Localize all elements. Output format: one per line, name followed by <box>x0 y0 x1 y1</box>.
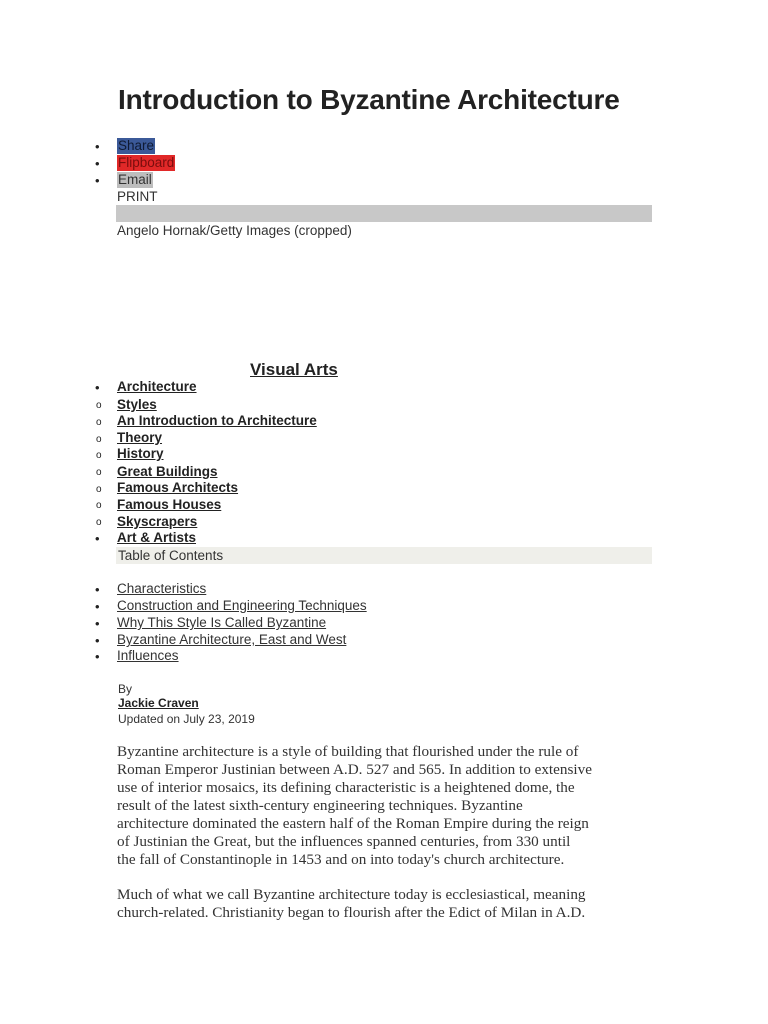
list-bullet: • <box>95 531 100 546</box>
article-paragraph <box>117 886 657 922</box>
nav-item-theory[interactable]: Theory <box>117 430 163 445</box>
sub-bullet: o <box>96 417 102 428</box>
updated-date: Updated on July 23, 2019 <box>118 712 255 726</box>
paragraph-line: Roman Emperor Justinian between A.D. 527 and 565. In addition to extensive <box>117 761 592 778</box>
sub-bullet: o <box>96 517 102 528</box>
toc-link-characteristics[interactable]: Characteristics <box>117 581 207 596</box>
nav-item-art-artists[interactable]: Art & Artists <box>117 530 197 545</box>
list-bullet: • <box>95 582 100 597</box>
list-bullet: • <box>95 380 100 395</box>
sub-bullet: o <box>96 434 102 445</box>
toc-link-why-byzantine[interactable]: Why This Style Is Called Byzantine <box>117 615 327 630</box>
list-bullet: • <box>95 156 100 171</box>
sub-bullet: o <box>96 450 102 461</box>
paragraph-line: the fall of Constantinople in 1453 and on into today's church architecture. <box>117 851 565 868</box>
email-button[interactable]: Email <box>118 172 152 187</box>
nav-item-famous-architects[interactable]: Famous Architects <box>117 480 239 495</box>
toc-label[interactable]: Table of Contents <box>118 548 224 563</box>
sub-bullet: o <box>96 400 102 411</box>
print-link[interactable]: PRINT <box>117 189 158 204</box>
toc-link-influences[interactable]: Influences <box>117 648 179 663</box>
list-bullet: • <box>95 173 100 188</box>
paragraph-line: use of interior mosaics, its defining characteristic is a heightened dome, the <box>117 779 575 796</box>
nav-item-history[interactable]: History <box>117 446 164 461</box>
list-bullet: • <box>95 633 100 648</box>
author-link[interactable]: Jackie Craven <box>118 696 199 710</box>
paragraph-line: Much of what we call Byzantine architecture today is ecclesiastical, meaning <box>117 886 586 903</box>
nav-item-skyscrapers[interactable]: Skyscrapers <box>117 514 198 529</box>
paragraph-line: church-related. Christianity began to flourish after the Edict of Milan in A.D. <box>117 904 586 921</box>
toc-link-construction[interactable]: Construction and Engineering Techniques <box>117 598 367 613</box>
page-title: Introduction to Byzantine Architecture <box>118 84 620 115</box>
sub-bullet: o <box>96 500 102 511</box>
nav-item-intro-architecture[interactable]: An Introduction to Architecture <box>117 413 317 428</box>
flipboard-button[interactable]: Flipboard <box>118 155 175 170</box>
sub-bullet: o <box>96 467 102 478</box>
paragraph-line: architecture dominated the eastern half of the Roman Empire during the reign <box>117 815 589 832</box>
toc-link-east-west[interactable]: Byzantine Architecture, East and West <box>117 632 347 647</box>
sub-bullet: o <box>96 484 102 495</box>
list-bullet: • <box>95 139 100 154</box>
nav-item-styles[interactable]: Styles <box>117 397 157 412</box>
paragraph-line: Byzantine architecture is a style of building that flourished under the rule of <box>117 743 579 760</box>
list-bullet: • <box>95 649 100 664</box>
byline-label: By <box>118 682 133 696</box>
hero-image-placeholder <box>116 205 652 222</box>
list-bullet: • <box>95 599 100 614</box>
share-button[interactable]: Share <box>118 138 155 153</box>
paragraph-line: of Justinian the Great, but the influences spanned centuries, from 330 until <box>117 833 571 850</box>
nav-item-architecture[interactable]: Architecture <box>117 379 197 394</box>
nav-item-great-buildings[interactable]: Great Buildings <box>117 464 218 479</box>
nav-heading[interactable]: Visual Arts <box>250 360 338 379</box>
paragraph-line: result of the latest sixth-century engineering techniques. Byzantine <box>117 797 523 814</box>
list-bullet: • <box>95 616 100 631</box>
article-paragraph <box>117 743 657 869</box>
image-credit: Angelo Hornak/Getty Images (cropped) <box>117 223 352 238</box>
nav-item-famous-houses[interactable]: Famous Houses <box>117 497 222 512</box>
